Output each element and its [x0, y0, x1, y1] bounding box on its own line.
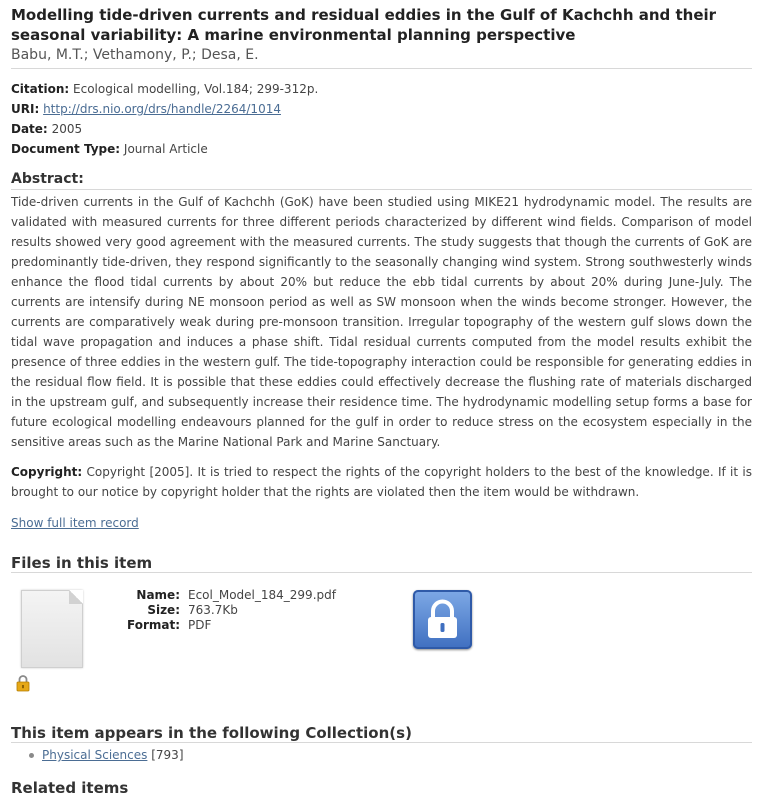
file-size-row	[120, 603, 420, 618]
restricted-access-lock-icon[interactable]	[413, 590, 472, 649]
file-format-value: PDF	[188, 618, 212, 632]
citation-row	[11, 81, 318, 97]
document-type-label: Document Type:	[11, 142, 121, 156]
citation-value: Ecological modelling, Vol.184; 299-312p.	[73, 82, 319, 96]
date-label: Date:	[11, 122, 48, 136]
divider	[11, 742, 752, 743]
file-name-value[interactable]: Ecol_Model_184_299.pdf	[188, 588, 336, 602]
divider	[11, 189, 752, 190]
collections-heading: This item appears in the following Collection(s)	[11, 724, 412, 742]
collection-link[interactable]: Physical Sciences	[42, 748, 148, 762]
divider	[11, 572, 752, 573]
show-full-record-link[interactable]: Show full item record	[11, 516, 139, 530]
uri-link[interactable]: http://drs.nio.org/drs/handle/2264/1014	[43, 102, 281, 116]
lock-icon	[16, 674, 30, 692]
uri-label: URI:	[11, 102, 40, 116]
date-value: 2005	[51, 122, 83, 136]
file-size-value: 763.7Kb	[188, 603, 238, 617]
padlock-icon	[413, 590, 472, 649]
document-type-value: Journal Article	[123, 142, 208, 156]
copyright-text: Copyright [2005]. It is tried to respect the rights of the copyright holders to the best of the knowledge. If it is brought to our notice by copyright holder that the rights are violated then the item would be withdrawn.	[11, 465, 752, 499]
collection-list-item	[29, 748, 184, 762]
copyright-paragraph	[11, 462, 752, 502]
file-name-row	[120, 588, 420, 603]
full-record-row	[11, 515, 139, 531]
file-thumbnail[interactable]	[21, 590, 83, 668]
page-title: Modelling tide-driven currents and residual eddies in the Gulf of Kachchh and their seasonal variability: A marine environmental planning perspective	[11, 6, 717, 44]
file-size-label: Size:	[147, 603, 180, 617]
files-heading: Files in this item	[11, 554, 153, 572]
abstract-heading: Abstract:	[11, 171, 84, 187]
bullet-icon	[29, 753, 34, 758]
citation-label: Citation:	[11, 82, 70, 96]
file-name-label: Name:	[136, 588, 180, 602]
related-items-heading: Related items	[11, 779, 129, 797]
file-format-row	[120, 618, 420, 633]
copyright-label: Copyright:	[11, 465, 83, 479]
abstract-text: Tide-driven currents in the Gulf of Kachchh (GoK) have been studied using MIKE21 hydrodynamic model. The results are validated with measured currents for three different periods characterized by different wind fields. Comparison of model results showed very good agreement with the measured currents. The study suggests that though the currents of GoK are predominantly tide-driven, they respond significantly to the seasonally changing wind system. Strong southwesterly winds enhance the flood tidal currents by about 20% but reduce the ebb tidal currents by about 20% during June-July. The currents are intensify during NE monsoon period as well as SW monsoon when the winds become stronger. However, the currents are comparatively weak during pre-monsoon transition. Irregular topography of the western gulf slows down the tidal wave propagation and induces a phase shift. Tidal residual currents computed from the model results exhibit the presence of three eddies in the western gulf. The tide-topography interaction could be responsible for generating eddies in the residual flow field. It is possible that these eddies could effectively decrease the flushing rate of materials discharged in the upstream gulf, and subsequently increase their residence time. The hydrodynamic modelling setup forms a base for future ecological modelling endeavours planned for the gulf in order to reduce stress on the ecosystem especially in the sensitive areas such as the Marine National Park and Marine Sanctuary.	[11, 195, 752, 449]
collection-count: [793]	[151, 748, 184, 762]
date-row	[11, 121, 82, 137]
uri-row	[11, 101, 281, 117]
item-authors: Babu, M.T.; Vethamony, P.; Desa, E.	[11, 47, 259, 63]
document-type-row	[11, 141, 208, 157]
divider	[11, 68, 752, 69]
file-format-label: Format:	[126, 618, 180, 632]
